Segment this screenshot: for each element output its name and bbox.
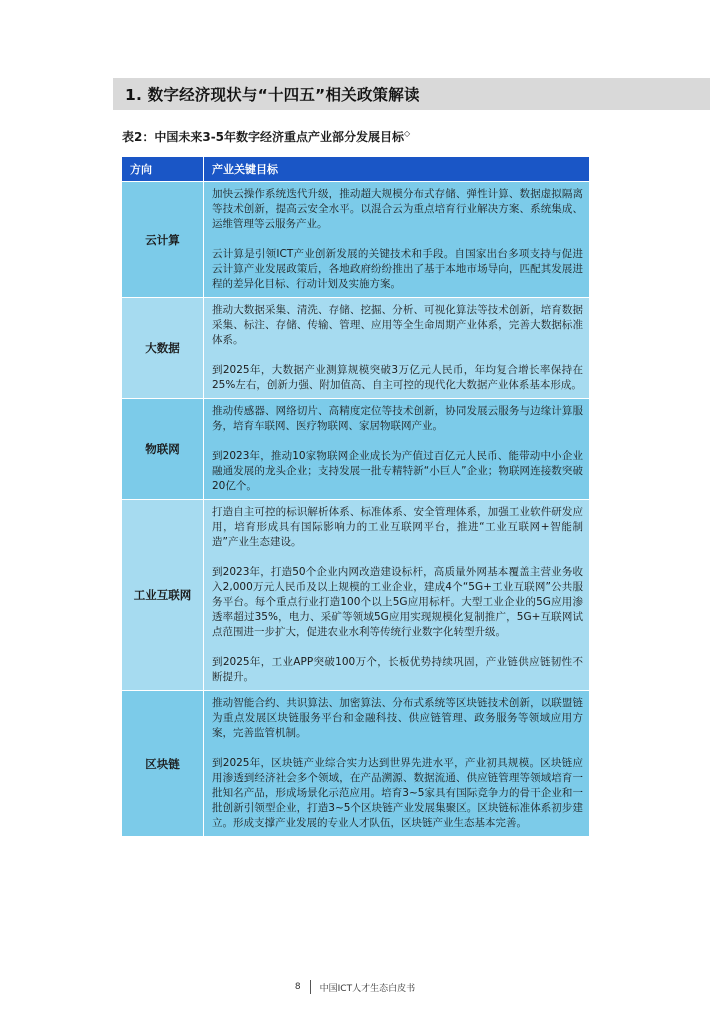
goal-paragraph: 打造自主可控的标识解析体系、标准体系、安全管理体系，加强工业软件研发应用，培育形成具有国际影响力的工业互联网平台，推进“工业互联网+智能制造”产业生态建设。 bbox=[212, 506, 583, 548]
page-number: 8 bbox=[294, 982, 301, 992]
column-header-goals: 产业关键目标 bbox=[204, 157, 590, 182]
row-direction-big-data: 大数据 bbox=[122, 298, 204, 399]
row-goals-cloud-computing bbox=[204, 182, 590, 298]
table-row bbox=[122, 298, 590, 399]
table-caption-text: 表2：中国未来3-5年数字经济重点产业部分发展目标 bbox=[122, 130, 405, 144]
goal-paragraph: 推动智能合约、共识算法、加密算法、分布式系统等区块链技术创新，以联盟链为重点发展区块链服务平台和金融科技、供应链管理、政务服务等领域应用方案，完善监管机制。 bbox=[212, 697, 583, 739]
table-row bbox=[122, 500, 590, 691]
table-header-row bbox=[122, 157, 590, 182]
row-goals-blockchain bbox=[204, 691, 590, 837]
row-goals-big-data bbox=[204, 298, 590, 399]
goal-paragraph: 推动传感器、网络切片、高精度定位等技术创新，协同发展云服务与边缘计算服务，培育车联网、医疗物联网、家居物联网产业。 bbox=[212, 405, 583, 432]
goal-paragraph: 到2025年，大数据产业测算规模突破3万亿元人民币，年均复合增长率保持在25%左右，创新力强、附加值高、自主可控的现代化大数据产业体系基本形成。 bbox=[212, 364, 583, 391]
row-direction-industrial-internet: 工业互联网 bbox=[122, 500, 204, 691]
document-title: 中国ICT人才生态白皮书 bbox=[319, 983, 416, 994]
row-direction-cloud-computing: 云计算 bbox=[122, 182, 204, 298]
goal-paragraph: 到2023年，推动10家物联网企业成长为产值过百亿元人民币、能带动中小企业融通发展的龙头企业；支持发展一批专精特新“小巨人”企业；物联网连接数突破20亿个。 bbox=[212, 450, 583, 492]
table-row bbox=[122, 399, 590, 500]
section-title: 1. 数字经济现状与“十四五”相关政策解读 bbox=[125, 86, 420, 104]
goal-paragraph: 云计算是引领ICT产业创新发展的关键技术和手段。自国家出台多项支持与促进云计算产业发展政策后，各地政府纷纷推出了基于本地市场导向，匹配其发展进程的差异化目标、行动计划及实施方案。 bbox=[212, 248, 583, 290]
row-direction-blockchain: 区块链 bbox=[122, 691, 204, 837]
row-goals-iot bbox=[204, 399, 590, 500]
table-row bbox=[122, 691, 590, 837]
footer-divider bbox=[310, 980, 311, 994]
footnote-mark: ◇ bbox=[404, 129, 411, 138]
page-footer bbox=[0, 979, 710, 995]
goal-paragraph: 加快云操作系统迭代升级，推动超大规模分布式存储、弹性计算、数据虚拟隔离等技术创新，提高云安全水平。以混合云为重点培育行业解决方案、系统集成、运维管理等云服务产业。 bbox=[212, 188, 583, 230]
goal-paragraph: 到2025年，区块链产业综合实力达到世界先进水平，产业初具规模。区块链应用渗透到经济社会多个领域，在产品溯源、数据流通、供应链管理等领域培育一批知名产品，形成场景化示范应用。培育3~5家具有国际竞争力的骨干企业和一批创新引领型企业，打造3~5个区块链产业发展集聚区。区块链标准体系初步建立。形成支撑产业发展的专业人才队伍，区块链产业生态基本完善。 bbox=[212, 757, 583, 829]
row-goals-industrial-internet bbox=[204, 500, 590, 691]
section-header-bar bbox=[113, 78, 710, 110]
table-row bbox=[122, 182, 590, 298]
table-caption bbox=[122, 128, 410, 145]
goal-paragraph: 到2023年，打造50个企业内网改造建设标杆，高质量外网基本覆盖主营业务收入2,000万元人民币及以上规模的工业企业，建成4个“5G+工业互联网”公共服务平台。每个重点行业打造100个以上5G应用标杆。大型工业企业的5G应用渗透率超过35%，电力、采矿等领域5G应用实现规模化复制推广，5G+互联网试点范围进一步扩大，促进农业水利等传统行业数字化转型升级。 bbox=[212, 566, 583, 638]
development-goals-table bbox=[121, 156, 590, 837]
row-direction-iot: 物联网 bbox=[122, 399, 204, 500]
column-header-direction: 方向 bbox=[122, 157, 204, 182]
goal-paragraph: 到2025年，工业APP突破100万个，长板优势持续巩固，产业链供应链韧性不断提升。 bbox=[212, 656, 583, 683]
goal-paragraph: 推动大数据采集、清洗、存储、挖掘、分析、可视化算法等技术创新，培育数据采集、标注、存储、传输、管理、应用等全生命周期产业体系，完善大数据标准体系。 bbox=[212, 304, 583, 346]
